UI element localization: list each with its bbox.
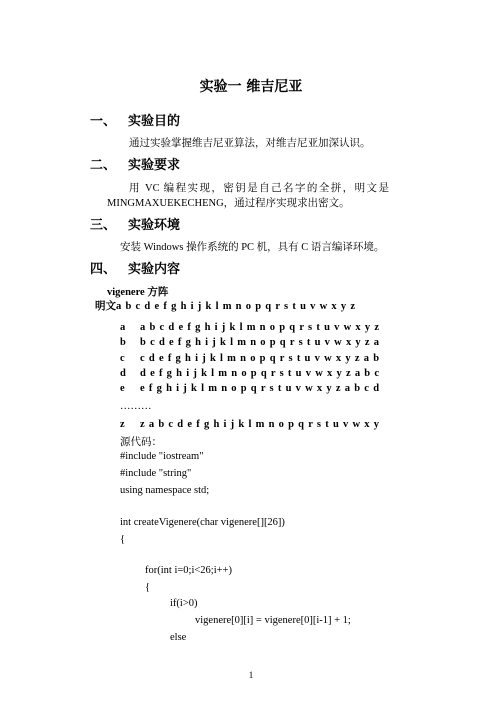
row-text: c d e f g h i j k l m n o p q r s t u v w x y z a b: [140, 353, 380, 364]
row-text: a b c d e f g h i j k l m n o p q r s t u v w x y z: [140, 322, 380, 333]
code-line: for(int i=0;i<26;i++): [145, 565, 232, 576]
section-heading-environment: [90, 214, 180, 233]
section-number: 三、: [90, 218, 117, 233]
vigenere-row: [120, 383, 380, 394]
plaintext-label: 明文: [95, 301, 116, 312]
source-code-label: 源代码：: [120, 437, 162, 448]
vigenere-row-last: [120, 419, 380, 430]
requirement-line-2: MINGMAXUEKECHENG，通过程序实现求出密文。: [107, 198, 350, 209]
row-key: d: [120, 368, 126, 379]
page-number: 1: [248, 670, 254, 680]
section-label: 实验要求: [128, 158, 181, 173]
row-key: z: [120, 419, 125, 430]
section-label: 实验目的: [128, 114, 181, 129]
code-line: {: [145, 582, 151, 593]
section-heading-requirement: [90, 154, 180, 173]
row-text: e f g h i j k l m n o p q r s t u v w x y z a b c d: [140, 383, 380, 394]
code-line: using namespace std;: [120, 485, 210, 496]
vigenere-row: [120, 337, 380, 348]
code-line: #include "string": [120, 468, 192, 479]
section-heading-purpose: [90, 110, 180, 129]
ellipsis: ………: [120, 401, 152, 412]
vigenere-row: [120, 353, 380, 364]
plaintext-row: [95, 298, 356, 313]
code-line: #include "iostream": [120, 451, 204, 462]
row-key: a: [120, 322, 126, 333]
page-title: 实验一 维吉尼亚: [199, 79, 303, 95]
requirement-line-1: 用 VC 编程实现，密钥是自己名字的全拼，明文是: [129, 183, 389, 194]
section-number: 二、: [90, 158, 117, 173]
row-key: b: [120, 337, 126, 348]
vigenere-row: [120, 322, 380, 333]
row-key: e: [120, 383, 125, 394]
code-line: if(i>0): [170, 598, 198, 609]
row-key: c: [120, 353, 125, 364]
code-line: int createVigenere(char vigenere[][26]): [120, 517, 285, 528]
section-label: 实验内容: [128, 262, 181, 277]
vigenere-heading: vigenere 方阵: [107, 287, 169, 298]
code-line: vigenere[0][i] = vigenere[0][i-1] + 1;: [195, 615, 351, 626]
code-line: else: [170, 632, 187, 643]
section-number: 一、: [90, 114, 117, 129]
environment-text: 安装 Windows 操作系统的 PC 机，具有 C 语言编译环境。: [120, 242, 385, 253]
row-text: d e f g h i j k l m n o p q r s t u v w x y z a b c: [140, 368, 380, 379]
row-text: b c d e f g h i j k l m n o p q r s t u v w x y z a: [140, 337, 380, 348]
plaintext-alphabet: a b c d e f g h i j k l m n o p q r s t u v w x y z: [116, 301, 356, 312]
code-line: {: [120, 534, 126, 545]
section-heading-content: [90, 258, 180, 277]
section-label: 实验环境: [128, 218, 181, 233]
row-text: z a b c d e f g h i j k l m n o p q r s t u v w x y: [140, 419, 380, 430]
section-number: 四、: [90, 262, 117, 277]
purpose-text: 通过实验掌握维吉尼亚算法，对维吉尼亚加深认识。: [129, 138, 371, 149]
vigenere-row: [120, 368, 380, 379]
